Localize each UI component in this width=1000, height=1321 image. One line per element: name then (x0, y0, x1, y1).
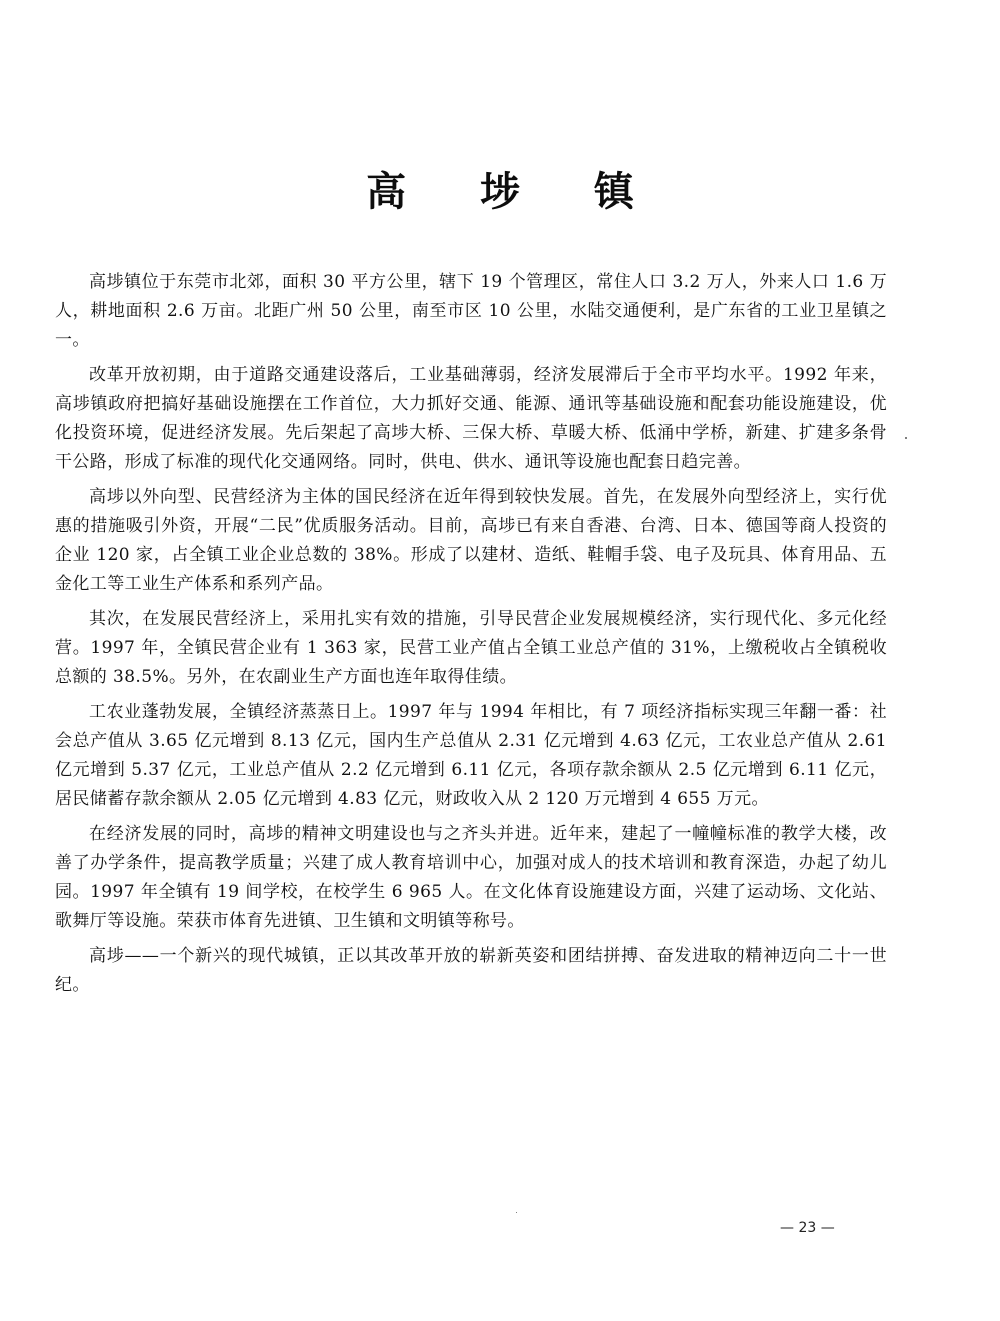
paragraph-conclusion: 高埗——一个新兴的现代城镇，正以其改革开放的崭新英姿和团结拼搏、奋发进取的精神迈向二十一世纪。 (55, 946, 887, 995)
paragraph-infrastructure: 改革开放初期，由于道路交通建设落后，工业基础薄弱，经济发展滞后于全市平均水平。1992 年来，高埗镇政府把搞好基础设施摆在工作首位，大力抓好交通、能源、通讯等基础设施和配套功能设施建设，优化投资环境，促进经济发展。先后架起了高埗大桥、三保大桥、草暖大桥、低涌中学桥，新建、扩建多条骨干公路，形成了标准的现代化交通网络。同时，供电、供水、通讯等设施也配套日趋完善。 (55, 365, 887, 472)
paragraph-foreign-investment: 高埗以外向型、民营经济为主体的国民经济在近年得到较快发展。首先，在发展外向型经济上，实行优惠的措施吸引外资，开展“二民”优质服务活动。目前，高埗已有来自香港、台湾、日本、德国等商人投资的企业 120 家，占全镇工业企业总数的 38%。形成了以建材、造纸、鞋帽手袋、电子及玩具、体育用品、五金化工等工业生产体系和系列产品。 (55, 487, 887, 594)
page-title: 高 埗 镇 (366, 168, 664, 215)
scan-speck (516, 1212, 517, 1213)
article-body (55, 268, 887, 1006)
page-number: — 23 — (780, 1220, 835, 1236)
scan-speck (905, 437, 907, 439)
paragraph-economic-indicators: 工农业蓬勃发展，全镇经济蒸蒸日上。1997 年与 1994 年相比，有 7 项经济指标实现三年翻一番：社会总产值从 3.65 亿元增到 8.13 亿元，国内生产总值从 2.31 亿元增到 4.63 亿元，工农业总产值从 2.61 亿元增到 5.37 亿元，工业总产值从 2.2 亿元增到 6.11 亿元，各项存款余额从 2.5 亿元增到 6.11 亿元，居民储蓄存款余额从 2.05 亿元增到 4.83 亿元，财政收入从 2 120 万元增到 4 655 万元。 (55, 702, 887, 809)
paragraph-private-economy: 其次，在发展民营经济上，采用扎实有效的措施，引导民营企业发展规模经济，实行现代化、多元化经营。1997 年，全镇民营企业有 1 363 家，民营工业产值占全镇工业总产值的 31%，上缴税收占全镇税收总额的 38.5%。另外，在农副业生产方面也连年取得佳绩。 (55, 609, 887, 687)
paragraph-overview: 高埗镇位于东莞市北郊，面积 30 平方公里，辖下 19 个管理区，常住人口 3.2 万人，外来人口 1.6 万人，耕地面积 2.6 万亩。北距广州 50 公里，南至市区 10 公里，水陆交通便利，是广东省的工业卫星镇之一。 (55, 272, 887, 350)
paragraph-culture-education: 在经济发展的同时，高埗的精神文明建设也与之齐头并进。近年来，建起了一幢幢标准的教学大楼，改善了办学条件，提高教学质量；兴建了成人教育培训中心，加强对成人的技术培训和教育深造，办起了幼儿园。1997 年全镇有 19 间学校，在校学生 6 965 人。在文化体育设施建设方面，兴建了运动场、文化站、歌舞厅等设施。荣获市体育先进镇、卫生镇和文明镇等称号。 (55, 824, 887, 931)
